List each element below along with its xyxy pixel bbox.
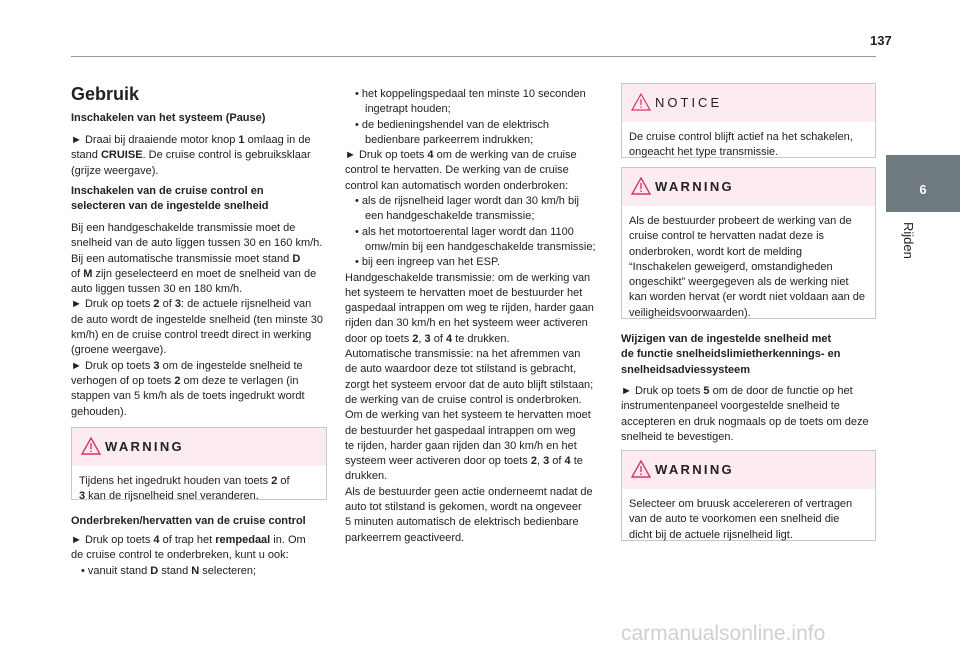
text-line	[345, 118, 601, 133]
bold-text: CRUISE	[100, 149, 143, 162]
text-run: Handgeschakelde transmissie: om de werking van	[345, 271, 591, 284]
text-line	[345, 102, 601, 117]
text-line	[71, 164, 327, 179]
text-line	[71, 282, 327, 297]
bold-text: 3	[543, 455, 550, 468]
text-run: Bij een handgeschakelde transmissie moet de	[71, 222, 296, 234]
heading-pause: Inschakelen van het systeem (Pause)	[71, 112, 266, 124]
text-line	[71, 297, 327, 312]
text-run: stand	[158, 564, 192, 577]
text-line	[621, 415, 877, 430]
text-run: ► Draai bij draaiende motor knop	[71, 134, 239, 146]
text-line	[345, 301, 601, 316]
bold-text: D	[150, 564, 159, 577]
text-line	[345, 225, 601, 240]
text-run: de werking van de cruise control is onderbroken.	[345, 393, 582, 406]
warning-box-3	[621, 450, 876, 541]
text-line	[345, 454, 601, 469]
text-line	[345, 347, 601, 362]
bold-text: 2	[153, 298, 160, 311]
bold-text: N	[191, 564, 200, 577]
text-line	[71, 328, 327, 343]
text-run: ► Druk op toets	[71, 298, 154, 311]
notice-box	[621, 83, 876, 158]
text-run: drukken.	[345, 470, 388, 483]
warning-body	[72, 466, 326, 505]
bold-text: 4	[564, 455, 571, 468]
text-line: onderbroken, wordt kort de melding	[629, 245, 803, 258]
text-line	[345, 500, 601, 515]
text-run: of	[549, 455, 565, 468]
paragraph-select	[71, 221, 327, 420]
text-line	[345, 439, 601, 454]
paragraph-change	[621, 384, 877, 445]
text-run: om de werking van de cruise	[433, 149, 577, 162]
text-run: auto tot stilstand is gekomen, wordt na ongeveer	[345, 501, 582, 514]
notice-box-header	[622, 84, 875, 122]
text-line	[345, 255, 601, 270]
text-line	[71, 236, 327, 251]
text-line	[71, 389, 327, 404]
heading-change-line: snelheidsadviessysteem	[621, 363, 751, 376]
bold-text: 2	[530, 455, 537, 468]
text-line	[71, 267, 327, 282]
text-line: ongeschikt” weergegeven als de werking niet	[629, 276, 849, 289]
text-line	[345, 469, 601, 484]
heading-change	[621, 332, 840, 378]
text-run: auto liggen tussen 30 en 180 km/h.	[71, 283, 243, 296]
warning-triangle-icon	[631, 177, 651, 200]
text-line	[71, 252, 327, 267]
text-run: Tijdens het ingedrukt houden van toets	[79, 475, 272, 487]
warning-body	[622, 206, 875, 321]
text-run: snelheid te bevestigen.	[621, 430, 734, 443]
text-run: control kan automatisch worden onderbroken:	[345, 179, 569, 192]
text-run: om deze te verlagen (in	[180, 374, 299, 387]
text-line	[345, 362, 601, 377]
text-line	[71, 374, 327, 389]
warning-triangle-icon	[631, 460, 651, 483]
text-run: om de ingestelde snelheid te	[159, 359, 303, 372]
text-run: km/h) en de cruise control treedt direct in werking	[71, 329, 312, 342]
heading-select-line: Inschakelen van de cruise control en	[71, 185, 264, 197]
text-line	[71, 148, 327, 163]
text-run: te drukken.	[452, 332, 510, 345]
bold-text: 4	[445, 332, 453, 345]
text-run: Als de bestuurder geen actie onderneemt nadat de	[345, 485, 593, 498]
text-run: ► Druk op toets	[71, 534, 154, 546]
paragraph-pause	[71, 133, 327, 179]
text-run: zorgt het systeem ervoor dat de auto blijft stilstaan;	[345, 378, 594, 391]
text-line	[621, 430, 877, 445]
heading-select	[71, 184, 268, 215]
text-line	[345, 148, 601, 163]
text-run: Bij een automatische transmissie moet stand	[71, 252, 293, 265]
text-line	[71, 359, 327, 374]
text-run: in. Om	[270, 534, 306, 546]
section-title: Gebruik	[71, 84, 140, 104]
text-line: cruise control te hervatten nadat deze is	[629, 230, 825, 243]
text-line	[345, 209, 601, 224]
text-run: selecteren;	[199, 564, 257, 577]
text-run: of	[71, 267, 84, 280]
text-run: stappen van 5 km/h als de toets ingedrukt wordt	[71, 390, 305, 403]
text-line	[345, 240, 601, 255]
text-run: snelheid van de auto liggen tussen 30 en 160 km/h.	[71, 237, 323, 250]
warning-triangle-icon	[81, 437, 101, 460]
warning-box-header	[622, 168, 875, 206]
text-run: de bestuurder het gaspedaal intrappen om weg	[345, 424, 576, 437]
text-line	[345, 133, 601, 148]
bold-text: 3	[79, 490, 86, 503]
text-line	[345, 408, 601, 423]
heading-change-line: de functie snelheidslimietherkennings- en	[621, 348, 841, 361]
text-line	[345, 332, 601, 347]
text-line: dicht bij de actuele rijsnelheid ligt.	[629, 528, 793, 541]
watermark: carmanualsonline.info	[621, 622, 826, 645]
bold-text: D	[292, 252, 301, 265]
notice-body	[622, 122, 875, 161]
paragraph-interrupt	[71, 533, 327, 579]
notice-triangle-icon	[631, 93, 651, 116]
text-run: (grijze weergave).	[71, 164, 159, 177]
text-run: de cruise control te onderbreken, kunt u ook:	[71, 549, 289, 562]
text-run: • het koppelingspedaal ten minste 10 seconden	[355, 88, 586, 100]
text-line	[345, 194, 601, 209]
text-line	[71, 564, 327, 579]
text-line: kan worden hervat (er wordt niet voldaan aan de	[629, 291, 866, 304]
text-run: gaspedaal intrappen om weg te rijden, harder gaan	[345, 302, 594, 315]
text-run: Om de werking van het systeem te hervatten moet	[345, 409, 591, 422]
text-line	[345, 316, 601, 331]
chapter-tab[interactable]	[886, 155, 960, 212]
text-run: of	[159, 298, 175, 311]
text-run: de auto wordt de ingestelde snelheid (ten minste 30	[71, 313, 323, 326]
bold-text: M	[83, 267, 93, 280]
bold-text: 1	[238, 134, 245, 146]
text-run: of trap het	[159, 534, 216, 546]
text-run: • de bedieningshendel van de elektrisch	[355, 118, 550, 131]
text-run: de auto waardoor deze tot stilstand is gebracht,	[345, 363, 577, 376]
text-run: ,	[418, 332, 425, 345]
text-run: : de actuele rijsnelheid van	[180, 298, 312, 311]
text-run: stand	[71, 149, 101, 162]
text-run: • als de rijsnelheid lager wordt dan 30 km/h bij	[355, 195, 579, 208]
text-run: (groene weergave).	[71, 344, 167, 357]
bold-text: 4	[153, 534, 160, 546]
text-run: gehouden).	[71, 405, 127, 418]
text-run: ► Druk op toets	[345, 149, 428, 162]
page-number: 137	[870, 33, 892, 48]
text-line	[345, 515, 601, 530]
text-line	[345, 485, 601, 500]
text-run: ingetrapt houden;	[365, 103, 451, 116]
text-line	[79, 474, 319, 489]
column-2-text	[345, 87, 601, 546]
heading-select-line: selecteren van de ingestelde snelheid	[71, 200, 269, 213]
text-run: control te hervatten. De werking van de cruise	[345, 164, 569, 177]
text-line	[345, 163, 601, 178]
header-divider	[71, 56, 876, 57]
bold-text: 3	[153, 359, 160, 372]
text-line	[71, 133, 327, 148]
text-run: omlaag in de	[244, 134, 311, 146]
bold-text: 4	[427, 149, 434, 162]
text-line	[621, 399, 877, 414]
text-run: of	[277, 475, 290, 487]
chapter-label-wrap	[886, 214, 926, 284]
text-run: zijn geselecteerd en moet de snelheid van de	[92, 267, 317, 280]
text-run: omw/min bij een handgeschakelde transmissie;	[365, 240, 596, 253]
text-line	[71, 533, 327, 548]
text-line	[345, 378, 601, 393]
text-line	[71, 343, 327, 358]
text-line: veiligheidsvoorwaarden).	[629, 306, 751, 319]
notice-title: NOTICE	[655, 95, 723, 110]
text-run: bedienbare parkeerrem indrukken;	[365, 133, 534, 146]
bold-text: 2	[174, 374, 181, 387]
text-line	[345, 424, 601, 439]
text-run: om de door de functie op het	[709, 385, 853, 397]
text-run: parkeerrem geactiveerd.	[345, 531, 465, 544]
text-run: rijden dan 30 km/h en het systeem weer activeren	[345, 317, 588, 330]
text-line	[79, 489, 319, 504]
warning-title: WARNING	[105, 439, 184, 454]
warning-body	[622, 489, 875, 543]
text-line: Als de bestuurder probeert de werking van de	[629, 215, 852, 227]
text-run: . De cruise control is gebruiksklaar	[142, 149, 311, 162]
text-run: te rijden, harder gaan rijden dan 30 km/h en het	[345, 439, 577, 452]
warning-box-header	[622, 451, 875, 489]
text-line	[345, 531, 601, 546]
text-run: accepteren en druk nogmaals op de toets om deze	[621, 415, 869, 428]
text-line	[71, 548, 327, 563]
text-run: 5 minuten automatisch de elektrisch bedienbare	[345, 516, 579, 529]
text-run: of	[430, 332, 446, 345]
heading-change-line: Wijzigen van de ingestelde snelheid met	[621, 333, 832, 345]
text-line	[345, 271, 601, 286]
text-run: • vanuit stand	[81, 564, 151, 577]
bold-text: 3	[424, 332, 431, 345]
bold-text: 2	[271, 475, 278, 487]
text-line	[621, 384, 877, 399]
text-line	[71, 221, 327, 236]
text-line: van de auto te voorkomen een snelheid die	[629, 513, 840, 526]
text-run: ► Druk op toets	[621, 385, 704, 397]
bold-text: rempedaal	[215, 534, 271, 546]
warning-box-1	[71, 427, 327, 503]
notice-line: De cruise control blijft actief na het schakelen,	[629, 131, 853, 143]
text-run: • bij een ingreep van het ESP.	[355, 256, 500, 269]
text-run: • als het motortoerental lager wordt dan 1100	[355, 225, 574, 238]
text-run: instrumentenpaneel voorgestelde snelheid te	[621, 400, 840, 413]
heading-interrupt: Onderbreken/hervatten van de cruise control	[71, 515, 306, 527]
text-run: te	[570, 455, 583, 468]
text-line	[345, 393, 601, 408]
chapter-title: Rijden	[901, 222, 916, 259]
text-line	[345, 87, 601, 102]
notice-line: ongeacht het type transmissie.	[629, 146, 779, 159]
text-line: Selecteer om bruusk accelereren of vertragen	[629, 498, 853, 510]
text-run: verhogen of op toets	[71, 374, 175, 387]
warning-title: WARNING	[655, 179, 734, 194]
text-run: Automatische transmissie: na het afremmen van	[345, 348, 581, 361]
warning-box-2	[621, 167, 876, 319]
bold-text: 2	[412, 332, 419, 345]
text-run: ► Druk op toets	[71, 359, 154, 372]
text-line: “Inschakelen geweigerd, omstandigheden	[629, 260, 833, 273]
warning-box-header	[72, 428, 326, 466]
text-line	[345, 286, 601, 301]
warning-title: WARNING	[655, 462, 734, 477]
text-line	[71, 313, 327, 328]
text-run: een handgeschakelde transmissie;	[365, 210, 535, 223]
bold-text: 5	[703, 385, 710, 397]
text-run: door op toets	[345, 332, 413, 345]
text-run: ,	[537, 455, 544, 468]
bold-text: 3	[174, 298, 181, 311]
text-run: systeem weer activeren door op toets	[345, 455, 531, 468]
chapter-number: 6	[919, 182, 927, 197]
text-run: het systeem te hervatten moet de bestuurder het	[345, 286, 583, 299]
text-line	[345, 179, 601, 194]
text-run: kan de rijsnelheid snel veranderen.	[85, 490, 259, 503]
text-line	[71, 405, 327, 420]
